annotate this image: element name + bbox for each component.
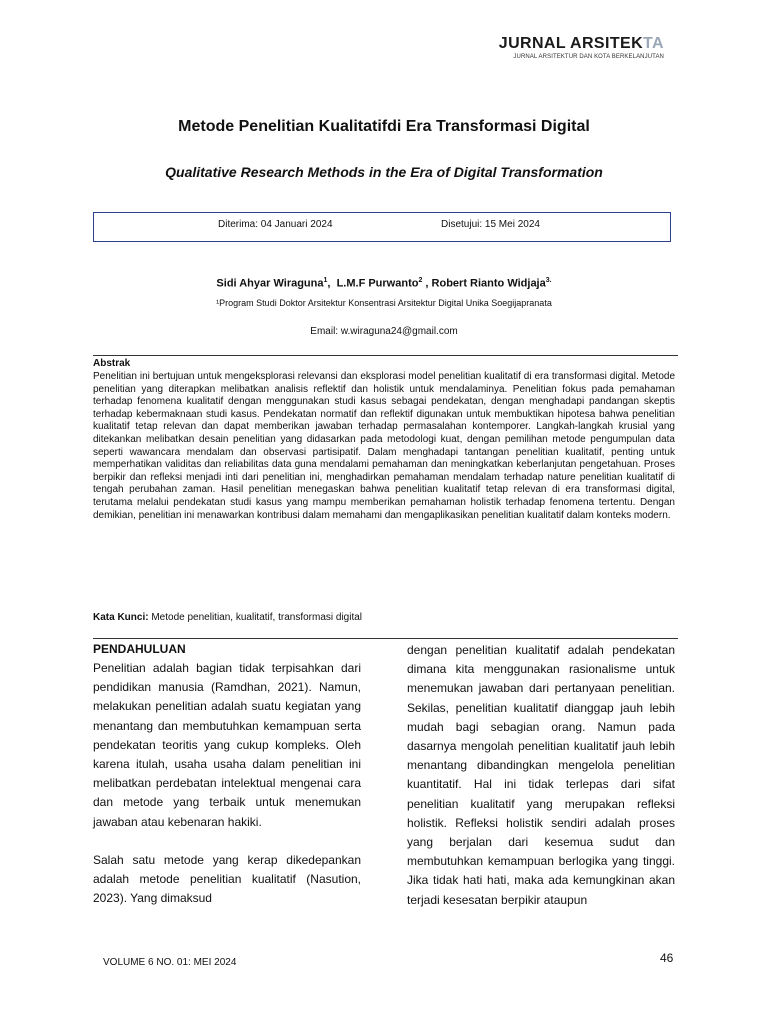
section-heading-introduction: PENDAHULUAN bbox=[93, 642, 186, 656]
keywords-label: Kata Kunci: bbox=[93, 612, 149, 623]
author-affiliation-mark: 2 bbox=[418, 277, 423, 284]
author-name: Robert Rianto Widjaja bbox=[431, 277, 546, 290]
abstract-top-rule bbox=[93, 355, 678, 356]
keywords bbox=[93, 612, 362, 623]
journal-logo bbox=[499, 35, 664, 61]
abstract-body: Penelitian ini bertujuan untuk mengeksplorasi relevansi dan eksplorasi model penelitian kualitatif di era transformasi digital. Metode penelitian yang diterapkan melibatkan analisis reflektif dan holistik untuk mendalaminya. Penelitian fokus pada pemahaman terhadap fenomena kualitatif dengan menggunakan studi kasus sebagai pendekatan, dengan menghadapi pandangan skeptis terhadap kebermaknaan studi kasus. Pendekatan normatif dan reflektif digunakan untuk membuktikan hipotesa bahwa penelitian kualitatif tetap relevan dan dapat memberikan jawaban terhadap permasalahan kontemporer. Langkah-langkah krusial yang ditekankan melibatkan desain penelitian yang didasarkan pada metodologi kuat, dengan pemilihan metode pengumpulan data seperti wawancara mendalam dan observasi partisipatif. Dalam menghadapi tantangan penelitian kualitatif, penting untuk memperhatikan validitas dan reliabilitas data guna mendalami pemahaman dan meningkatkan keberlanjutan pengetahuan. Proses berpikir dan refleksi menjadi inti dari penelitian ini, menghadirkan pemahaman mendalam terhadap nature penelitian kualitatif di tengah perubahan zaman. Hasil penelitian menegaskan bahwa penelitian kualitatif tetap relevan di era transformasi digital, terutama melalui pendekatan studi kasus yang mampu memberikan pemahaman holistik terhadap fenomena tertentu. Dengan demikian, penelitian ini menawarkan kontribusi dalam memahami dan mengaplikasikan penelitian kualitatif dalam konteks modern. bbox=[93, 371, 675, 521]
accepted-date: Disetujui: 15 Mei 2024 bbox=[441, 219, 540, 230]
keywords-list: Metode penelitian, kualitatif, transformasi digital bbox=[151, 612, 363, 623]
body-paragraph: Salah satu metode yang kerap dikedepankan adalah metode penelitian kualitatif (Nasution, 2023). Yang dimaksud bbox=[93, 852, 361, 906]
received-date: Diterima: 04 Januari 2024 bbox=[218, 219, 333, 230]
author-separator: , bbox=[422, 277, 432, 290]
journal-subtitle: JURNAL ARSITEKTUR DAN KOTA BERKELANJUTAN bbox=[513, 54, 664, 60]
abstract-bottom-rule bbox=[93, 638, 678, 639]
body-paragraph: Penelitian adalah bagian tidak terpisahkan dari pendidikan manusia (Ramdhan, 2021). Namun, melakukan penelitian adalah suatu kegiatan yang menantang dan membutuhkan kemampuan serta pendekatan teoritis yang cukup kompleks. Oleh karena itulah, usaha usaha dalam penelitian ini melibatkan perdebatan intelektual mengenai cara dan metode yang terbaik untuk menemukan jawaban atau kebenaran hakiki. bbox=[93, 661, 361, 829]
author-list bbox=[0, 277, 768, 290]
article-title: Metode Penelitian Kualitatifdi Era Transformasi Digital bbox=[178, 118, 590, 135]
author-name: L.M.F Purwanto bbox=[336, 277, 419, 290]
article-title-english: Qualitative Research Methods in the Era of Digital Transformation bbox=[165, 164, 603, 180]
author-separator: , bbox=[327, 277, 337, 290]
affiliation: ¹Program Studi Doktor Arsitektur Konsentrasi Arsitektur Digital Unika Soegijapranata bbox=[216, 298, 552, 308]
author-name: Sidi Ahyar Wiraguna bbox=[216, 277, 324, 290]
author-email: Email: w.wiraguna24@gmail.com bbox=[310, 326, 458, 337]
journal-name-accent: TA bbox=[643, 35, 664, 52]
volume-footer: VOLUME 6 NO. 01: MEI 2024 bbox=[103, 957, 237, 968]
abstract-heading: Abstrak bbox=[93, 358, 131, 369]
journal-name bbox=[499, 35, 664, 53]
author-affiliation-mark: 1 bbox=[323, 277, 328, 284]
page-number: 46 bbox=[660, 951, 674, 965]
right-column: dengan penelitian kualitatif adalah pendekatan dimana kita menggunakan rasionalisme untuk menemukan jawaban dari pertanyaan penelitian. Sekilas, penelitian kualitatif dianggap jauh lebih mudah bagi sebagian orang. Namun pada dasarnya mengolah penelitian kualitatif jauh lebih menantang dibandingkan mengelola penelitian kuantitatif. Hal ini tidak terlepas dari sifat penelitian kualitatif yang merupakan refleksi holistik. Refleksi holistik sendiri adalah proses yang berjalan dari kesemua sudut dan membutuhkan kemampuan berlogika yang tinggi. Jika tidak hati hati, maka ada kemungkinan akan terjadi kesesatan berpikir ataupun bbox=[407, 643, 675, 907]
journal-name-main: JURNAL ARSITEK bbox=[498, 35, 644, 52]
dates-box bbox=[93, 212, 671, 242]
author-affiliation-mark: 3. bbox=[545, 277, 552, 284]
left-column bbox=[93, 659, 361, 908]
